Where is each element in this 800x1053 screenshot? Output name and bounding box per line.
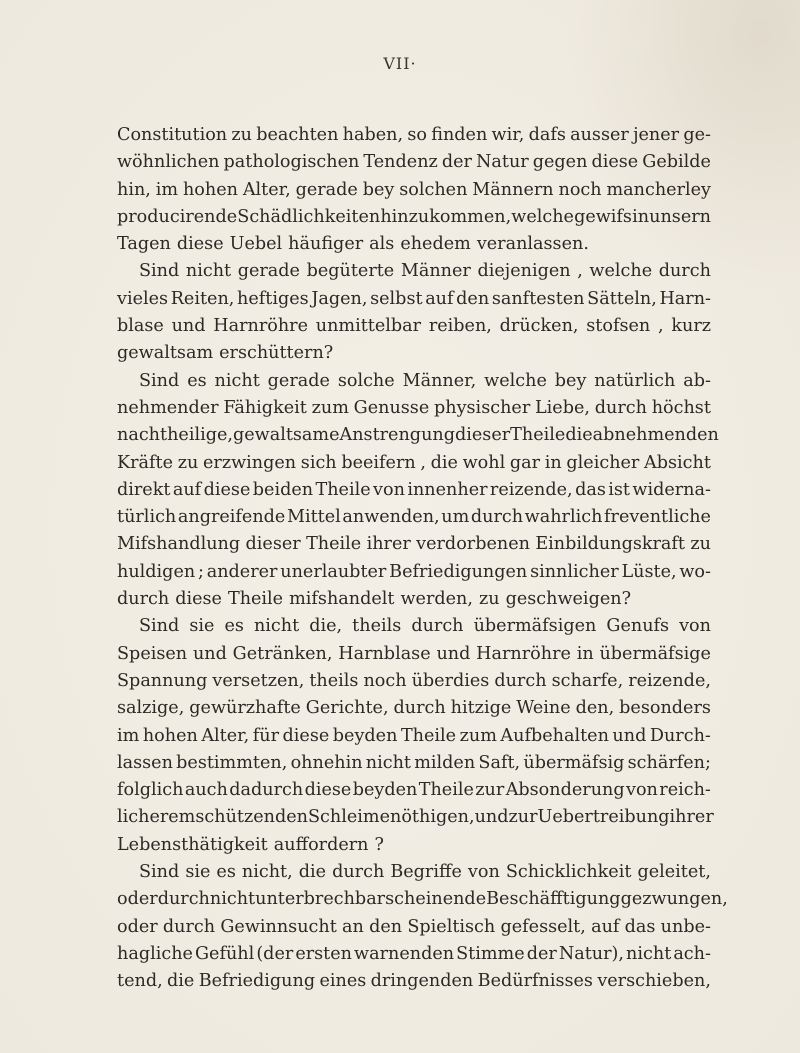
text-line: tend, die Befriedigung eines dringenden Bedürfnisses verschieben,	[117, 971, 711, 992]
text-line: folglich auch dadurch diese beyden Theile zur Absonderung von reich-	[117, 780, 711, 801]
text-line: durch diese Theile mifshandelt werden, zu geschweigen?	[117, 589, 632, 610]
text-line: im hohen Alter, für diese beyden Theile zum Aufbehalten und Durch-	[117, 725, 711, 746]
text-line: blase und Harnröhre unmittelbar reiben, drücken, stofsen , kurz	[117, 316, 711, 337]
text-line: türlich angreifende Mittel anwenden, um durch wahrlich freventliche	[117, 507, 711, 528]
text-line: oder durch nicht unterbrechbar scheinende Beschäfftigung gezwungen,	[117, 889, 728, 910]
text-line: Sind sie es nicht die, theils durch übermäfsigen Genufs von	[139, 616, 711, 637]
text-line: Sind nicht gerade begüterte Männer diejenigen , welche durch	[139, 261, 711, 282]
text-line: Tagen diese Uebel häufiger als ehedem veranlassen.	[117, 234, 589, 255]
text-line: nachtheilige, gewaltsame Anstrengung dieser Theile die abnehmenden	[117, 425, 719, 446]
text-line: licherem schützenden Schleime nöthigen, und zur Uebertreibung ihrer	[117, 807, 714, 828]
text-line: Speisen und Getränken, Harnblase und Harnröhre in übermäfsige	[117, 643, 711, 664]
text-line: Lebensthätigkeit auffordern ?	[117, 834, 384, 855]
text-line: oder durch Gewinnsucht an den Spieltisch gefesselt, auf das unbe-	[117, 916, 711, 937]
text-line: vieles Reiten, heftiges Jagen, selbst auf den sanftesten Sätteln, Harn-	[117, 288, 711, 309]
body-text	[117, 122, 728, 996]
text-line: hin, im hohen Alter, gerade bey solchen Männern noch mancherley	[117, 179, 711, 200]
text-line: huldigen ; anderer unerlaubter Befriedigungen sinnlicher Lüste, wo-	[117, 561, 711, 582]
text-line: wöhnlichen pathologischen Tendenz der Natur gegen diese Gebilde	[117, 152, 711, 173]
text-line: Constitution zu beachten haben, so finden wir, dafs ausser jener ge-	[117, 125, 711, 145]
text-line: hagliche Gefühl (der ersten warnenden Stimme der Natur), nicht ach-	[117, 943, 711, 964]
text-line: Sind sie es nicht, die durch Begriffe von Schicklichkeit geleitet,	[139, 862, 711, 883]
text-line: Mifshandlung dieser Theile ihrer verdorbenen Einbildungskraft zu	[117, 534, 711, 555]
text-line: lassen bestimmten, ohnehin nicht milden Saft, übermäfsig schärfen;	[117, 752, 711, 773]
text-line: Spannung versetzen, theils noch überdies durch scharfe, reizende,	[117, 670, 711, 691]
page-number: VII·	[383, 54, 417, 73]
text-line: producirende Schädlichkeiten hinzukommen, welche gewifs in unsern	[117, 206, 711, 227]
text-line: Kräfte zu erzwingen sich beeifern , die wohl gar in gleicher Absicht	[117, 452, 711, 473]
text-line: direkt auf diese beiden Theile von innenher reizende, das ist widerna-	[117, 479, 711, 500]
text-line: salzige, gewürzhafte Gerichte, durch hitzige Weine den, besonders	[117, 698, 711, 719]
text-line: gewaltsam erschüttern?	[117, 343, 334, 364]
text-line: Sind es nicht gerade solche Männer, welche bey natürlich ab-	[139, 370, 711, 391]
text-line: nehmender Fähigkeit zum Genusse physischer Liebe, durch höchst	[117, 397, 711, 418]
